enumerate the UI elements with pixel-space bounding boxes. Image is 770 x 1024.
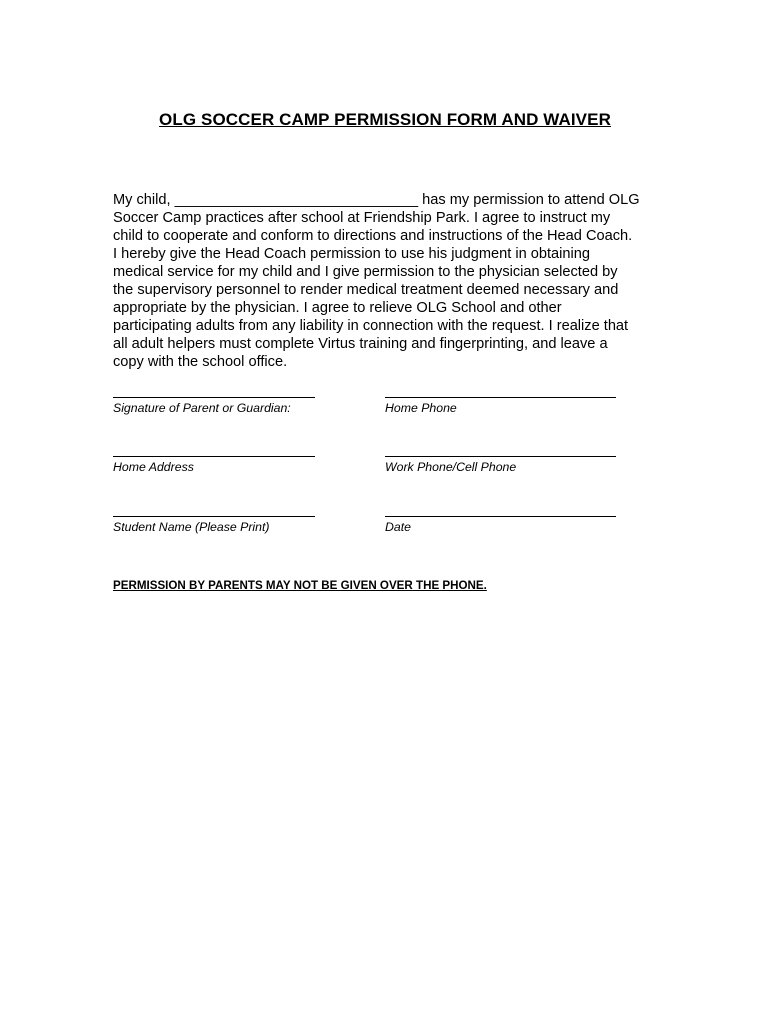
paragraph-line: Soccer Camp practices after school at Friendship Park. I agree to instruct my xyxy=(113,210,611,226)
signature-field[interactable] xyxy=(113,397,315,415)
home-address-field[interactable] xyxy=(113,456,315,474)
work-phone-line xyxy=(385,456,616,457)
signature-label: Signature of Parent or Guardian: xyxy=(113,401,291,415)
home-address-line xyxy=(113,456,315,457)
waiver-paragraph xyxy=(113,191,673,371)
home-address-label: Home Address xyxy=(113,460,194,474)
signature-line xyxy=(113,397,315,398)
paragraph-line: My child, ______________________________ has my permission to attend OLG xyxy=(113,192,640,208)
paragraph-line: medical service for my child and I give permission to the physician selected by xyxy=(113,264,618,280)
home-phone-line xyxy=(385,397,616,398)
date-label: Date xyxy=(385,520,411,534)
paragraph-line: child to cooperate and conform to directions and instructions of the Head Coach. xyxy=(113,228,633,244)
page-title: OLG SOCCER CAMP PERMISSION FORM AND WAIVER xyxy=(159,110,611,129)
paragraph-line: all adult helpers must complete Virtus training and fingerprinting, and leave a xyxy=(113,336,608,352)
student-name-line xyxy=(113,516,315,517)
work-phone-field[interactable] xyxy=(385,456,616,474)
student-name-label: Student Name (Please Print) xyxy=(113,520,270,534)
student-name-field[interactable] xyxy=(113,516,315,534)
paragraph-line: appropriate by the physician. I agree to relieve OLG School and other xyxy=(113,300,562,316)
home-phone-label: Home Phone xyxy=(385,401,457,415)
work-phone-label: Work Phone/Cell Phone xyxy=(385,460,517,474)
paragraph-line: participating adults from any liability in connection with the request. I realize that xyxy=(113,318,629,334)
paragraph-line: I hereby give the Head Coach permission to use his judgment in obtaining xyxy=(113,246,591,262)
paragraph-line: the supervisory personnel to render medical treatment deemed necessary and xyxy=(113,282,619,298)
home-phone-field[interactable] xyxy=(385,397,616,415)
paragraph-line: copy with the school office. xyxy=(113,354,288,370)
date-field[interactable] xyxy=(385,516,616,534)
date-line xyxy=(385,516,616,517)
footer-note: PERMISSION BY PARENTS MAY NOT BE GIVEN OVER THE PHONE. xyxy=(113,579,487,592)
